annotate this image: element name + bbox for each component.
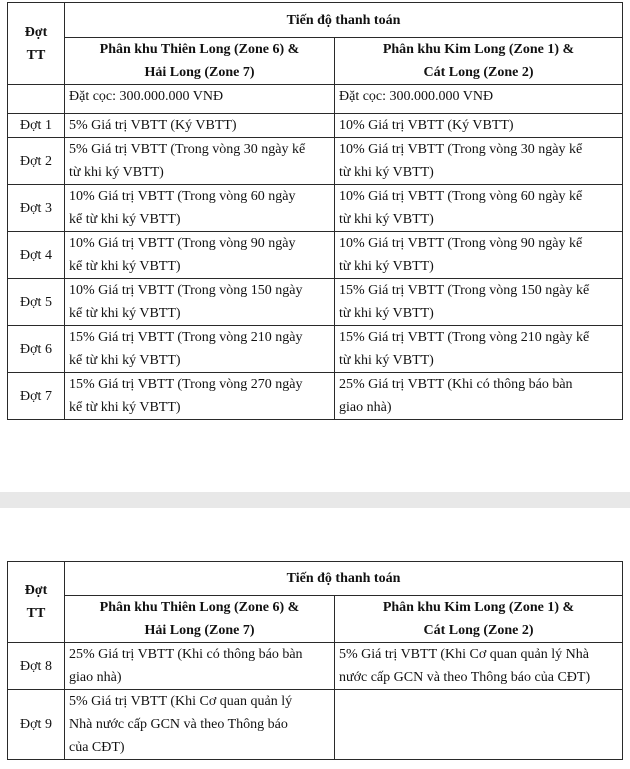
- zone-a-term-cell: [65, 279, 335, 326]
- deposit-zone-b: Đặt cọc: 300.000.000 VNĐ: [335, 85, 623, 114]
- payment-row: [8, 232, 623, 279]
- term-line: 15% Giá trị VBTT (Trong vòng 210 ngày: [69, 330, 303, 345]
- page-separator: [0, 492, 630, 508]
- zone-b-header: [335, 38, 623, 85]
- payment-schedule-table-2: [7, 561, 623, 760]
- term-line: từ khi ký VBTT): [69, 165, 164, 180]
- zone-b-term-cell: [335, 373, 623, 420]
- term-line: 10% Giá trị VBTT (Trong vòng 30 ngày kể: [339, 142, 583, 157]
- installment-label: Đợt 7: [8, 373, 65, 420]
- payment-row: [8, 373, 623, 420]
- zone-b-term-cell: [335, 279, 623, 326]
- payment-row: [8, 690, 623, 760]
- term-line: kể từ khi ký VBTT): [69, 400, 181, 415]
- zone-b-term-cell: [335, 185, 623, 232]
- term-line: nước cấp GCN và theo Thông báo của CĐT): [339, 670, 591, 685]
- term-line: từ khi ký VBTT): [339, 353, 434, 368]
- term-line: 25% Giá trị VBTT (Khi có thông báo bàn: [69, 647, 303, 662]
- term-line: 5% Giá trị VBTT (Khi Cơ quan quản lý Nhà: [339, 647, 589, 662]
- zone-a-line-2: Hải Long (Zone 7): [144, 623, 255, 638]
- term-line: từ khi ký VBTT): [339, 306, 434, 321]
- payment-row: [8, 326, 623, 373]
- term-line: 10% Giá trị VBTT (Ký VBTT): [339, 118, 514, 133]
- term-line: 10% Giá trị VBTT (Trong vòng 90 ngày: [69, 236, 296, 251]
- term-line: 25% Giá trị VBTT (Khi có thông báo bàn: [339, 377, 573, 392]
- installment-label: Đợt 2: [8, 138, 65, 185]
- installment-label: Đợt 3: [8, 185, 65, 232]
- payment-row: [8, 185, 623, 232]
- zone-b-line-2: Cát Long (Zone 2): [423, 623, 534, 638]
- dot-label: Đợt: [24, 583, 48, 598]
- payment-progress-title: Tiến độ thanh toán: [65, 3, 623, 38]
- zone-a-term-cell: [65, 643, 335, 690]
- term-line: 15% Giá trị VBTT (Trong vòng 270 ngày: [69, 377, 303, 392]
- zone-a-term-cell: [65, 690, 335, 760]
- zone-a-term-cell: [65, 373, 335, 420]
- zone-b-line-1: Phân khu Kim Long (Zone 1) &: [382, 42, 575, 57]
- payment-row: [8, 138, 623, 185]
- zone-a-line-2: Hải Long (Zone 7): [144, 65, 255, 80]
- term-line: kể từ khi ký VBTT): [69, 306, 181, 321]
- zone-b-term-cell: [335, 326, 623, 373]
- term-line: 5% Giá trị VBTT (Trong vòng 30 ngày kể: [69, 142, 306, 157]
- tt-label: TT: [26, 47, 46, 63]
- term-line: kể từ khi ký VBTT): [69, 259, 181, 274]
- zone-b-term-cell: [335, 138, 623, 185]
- term-line: kể từ khi ký VBTT): [69, 353, 181, 368]
- zone-a-term-cell: [65, 114, 335, 138]
- dot-label: Đợt: [24, 24, 48, 40]
- term-line: 10% Giá trị VBTT (Trong vòng 60 ngày kể: [339, 189, 583, 204]
- payment-progress-title: Tiến độ thanh toán: [65, 562, 623, 596]
- term-line: 10% Giá trị VBTT (Trong vòng 60 ngày: [69, 189, 296, 204]
- installment-label: Đợt 1: [8, 114, 65, 138]
- term-line: 5% Giá trị VBTT (Ký VBTT): [69, 118, 237, 133]
- zone-a-term-cell: [65, 185, 335, 232]
- term-line: 10% Giá trị VBTT (Trong vòng 90 ngày kể: [339, 236, 583, 251]
- zone-b-term-cell: [335, 114, 623, 138]
- payment-row: [8, 643, 623, 690]
- installment-label: Đợt 9: [8, 690, 65, 760]
- term-line: kể từ khi ký VBTT): [69, 212, 181, 227]
- term-line: 10% Giá trị VBTT (Trong vòng 150 ngày: [69, 283, 303, 298]
- term-line: của CĐT): [69, 740, 125, 755]
- deposit-dot-cell: [8, 85, 65, 114]
- deposit-row: [8, 85, 623, 114]
- installment-label: Đợt 8: [8, 643, 65, 690]
- installment-label: Đợt 4: [8, 232, 65, 279]
- term-line: 15% Giá trị VBTT (Trong vòng 210 ngày kể: [339, 330, 590, 345]
- term-line: 15% Giá trị VBTT (Trong vòng 150 ngày kể: [339, 283, 590, 298]
- zone-b-term-cell: [335, 690, 623, 760]
- deposit-zone-a: Đặt cọc: 300.000.000 VNĐ: [65, 85, 335, 114]
- term-line: từ khi ký VBTT): [339, 259, 434, 274]
- zone-a-header: [65, 38, 335, 85]
- term-line: 5% Giá trị VBTT (Khi Cơ quan quản lý: [69, 694, 293, 709]
- zone-b-term-cell: [335, 643, 623, 690]
- term-line: từ khi ký VBTT): [339, 212, 434, 227]
- zone-b-header: [335, 596, 623, 643]
- installment-label: Đợt 5: [8, 279, 65, 326]
- installment-label: Đợt 6: [8, 326, 65, 373]
- zone-b-term-cell: [335, 232, 623, 279]
- zone-a-term-cell: [65, 232, 335, 279]
- zone-b-line-2: Cát Long (Zone 2): [423, 65, 534, 80]
- zone-a-term-cell: [65, 326, 335, 373]
- zone-a-header: [65, 596, 335, 643]
- term-line: từ khi ký VBTT): [339, 165, 434, 180]
- tt-label: TT: [26, 606, 46, 621]
- term-line: giao nhà): [69, 670, 122, 685]
- zone-a-line-1: Phân khu Thiên Long (Zone 6) &: [99, 42, 300, 57]
- zone-b-line-1: Phân khu Kim Long (Zone 1) &: [382, 600, 575, 615]
- zone-a-line-1: Phân khu Thiên Long (Zone 6) &: [99, 600, 300, 615]
- payment-row: [8, 279, 623, 326]
- term-line: Nhà nước cấp GCN và theo Thông báo: [69, 717, 288, 732]
- payment-schedule-table-1: [7, 2, 623, 420]
- term-line: giao nhà): [339, 400, 392, 415]
- dot-tt-header: [8, 562, 65, 643]
- dot-tt-header: [8, 3, 65, 85]
- payment-row: [8, 114, 623, 138]
- zone-a-term-cell: [65, 138, 335, 185]
